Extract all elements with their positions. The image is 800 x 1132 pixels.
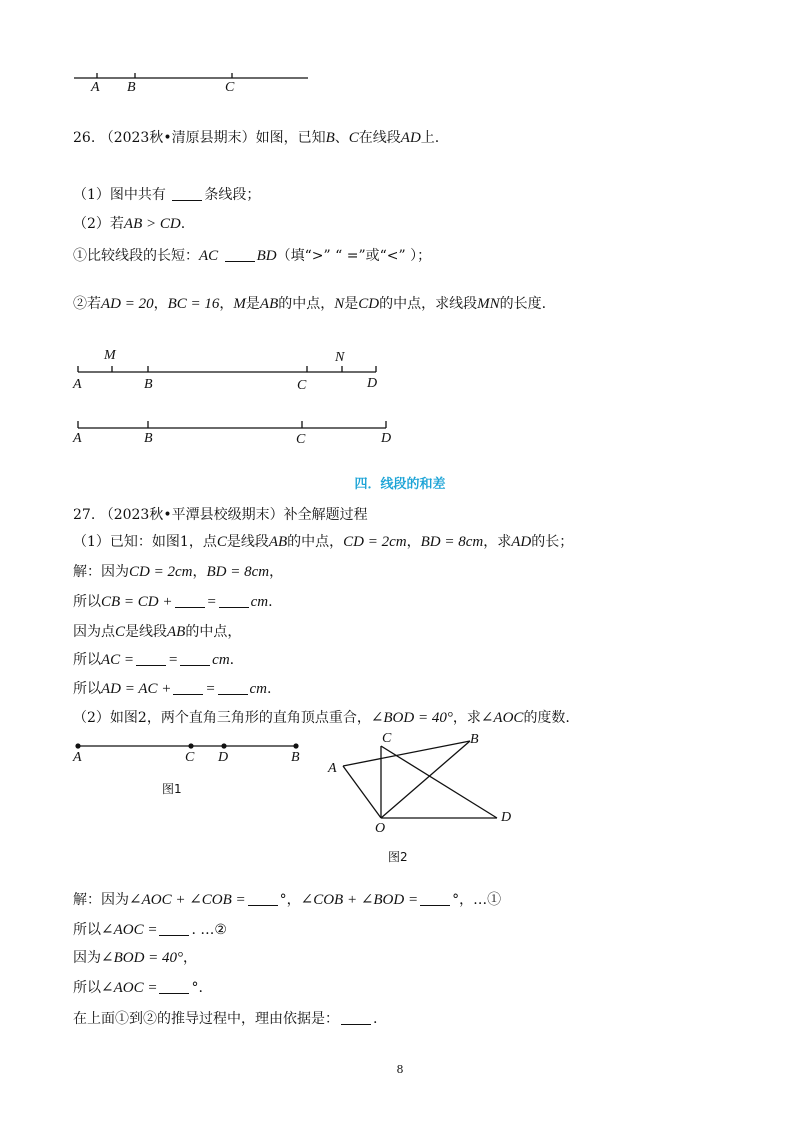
point-label-d: D <box>381 431 392 446</box>
q27-solution-line2: 所以CB = CD + = cm. <box>73 594 273 610</box>
point-label-m: M <box>104 348 116 363</box>
q26-sub2: ②若AD = 20，BC = 16，M是AB的中点，N是CD的中点，求线段MN的长度. <box>73 296 547 312</box>
q26-part2: （2）若AB > CD. <box>73 216 186 232</box>
section-title: 四．线段的和差 <box>354 477 446 492</box>
point-label-c: C <box>185 750 195 765</box>
answer-blank[interactable] <box>159 979 189 994</box>
q27-solution-line3: 因为点C是线段AB的中点， <box>73 624 242 640</box>
point-label-d: D <box>501 810 512 825</box>
answer-blank[interactable] <box>420 891 450 906</box>
point-label-d: D <box>218 750 229 765</box>
q27-solution2-line2: 所以∠AOC = . …② <box>73 922 227 938</box>
q26-part1: （1）图中共有 条线段； <box>73 187 261 203</box>
q26-header: 26. （2023秋•清原县期末）如图，已知B、C在线段AD上. <box>73 130 440 146</box>
answer-blank[interactable] <box>341 1010 371 1025</box>
point-label-c: C <box>297 378 307 393</box>
answer-blank[interactable] <box>159 921 189 936</box>
answer-blank[interactable] <box>248 891 278 906</box>
point-label-b: B <box>144 431 153 446</box>
point-label-b: B <box>291 750 300 765</box>
point-label-d: D <box>367 376 378 391</box>
q27-header: 27. （2023秋•平潭县校级期末）补全解题过程 <box>73 507 368 523</box>
point-label-a: A <box>73 750 82 765</box>
q27-part1: （1）已知：如图1，点C是线段AB的中点，CD = 2cm，BD = 8cm，求AD的长； <box>73 534 574 550</box>
point-label-c: C <box>225 80 235 95</box>
q27-solution-line4: 所以AC = = cm. <box>73 652 235 668</box>
point-label-a: A <box>73 377 82 392</box>
q27-solution2-line1: 解：因为∠AOC + ∠COB = °，∠COB + ∠BOD = °，…① <box>73 892 502 908</box>
point-label-o: O <box>375 821 386 836</box>
q27-solution-line1: 解：因为CD = 2cm，BD = 8cm， <box>73 564 284 580</box>
point-label-c: C <box>296 432 306 447</box>
point-label-b: B <box>144 377 153 392</box>
q27-solution2-line5: 在上面①到②的推导过程中，理由依据是： . <box>73 1011 378 1027</box>
point-label-a: A <box>91 80 100 95</box>
point-label-c: C <box>382 731 392 746</box>
point-label-b: B <box>127 80 136 95</box>
q27-solution-line5: 所以AD = AC + = cm. <box>73 681 272 697</box>
figure-1-caption: 图1 <box>162 782 182 796</box>
q27-solution2-line4: 所以∠AOC = °. <box>73 980 203 996</box>
figure-2-caption: 图2 <box>388 850 408 864</box>
point-label-a: A <box>73 431 82 446</box>
q27-part2: （2）如图2，两个直角三角形的直角顶点重合，∠BOD = 40°，求∠AOC的度数. <box>73 710 570 726</box>
point-label-a: A <box>328 761 337 776</box>
q26-sub1: ①比较线段的长短：AC BD（填“>” “ =”或“<” ）； <box>73 248 432 264</box>
page-number: 8 <box>396 1063 404 1076</box>
point-label-n: N <box>335 350 345 365</box>
q27-solution2-line3: 因为∠BOD = 40°， <box>73 950 198 966</box>
point-label-b: B <box>470 732 479 747</box>
